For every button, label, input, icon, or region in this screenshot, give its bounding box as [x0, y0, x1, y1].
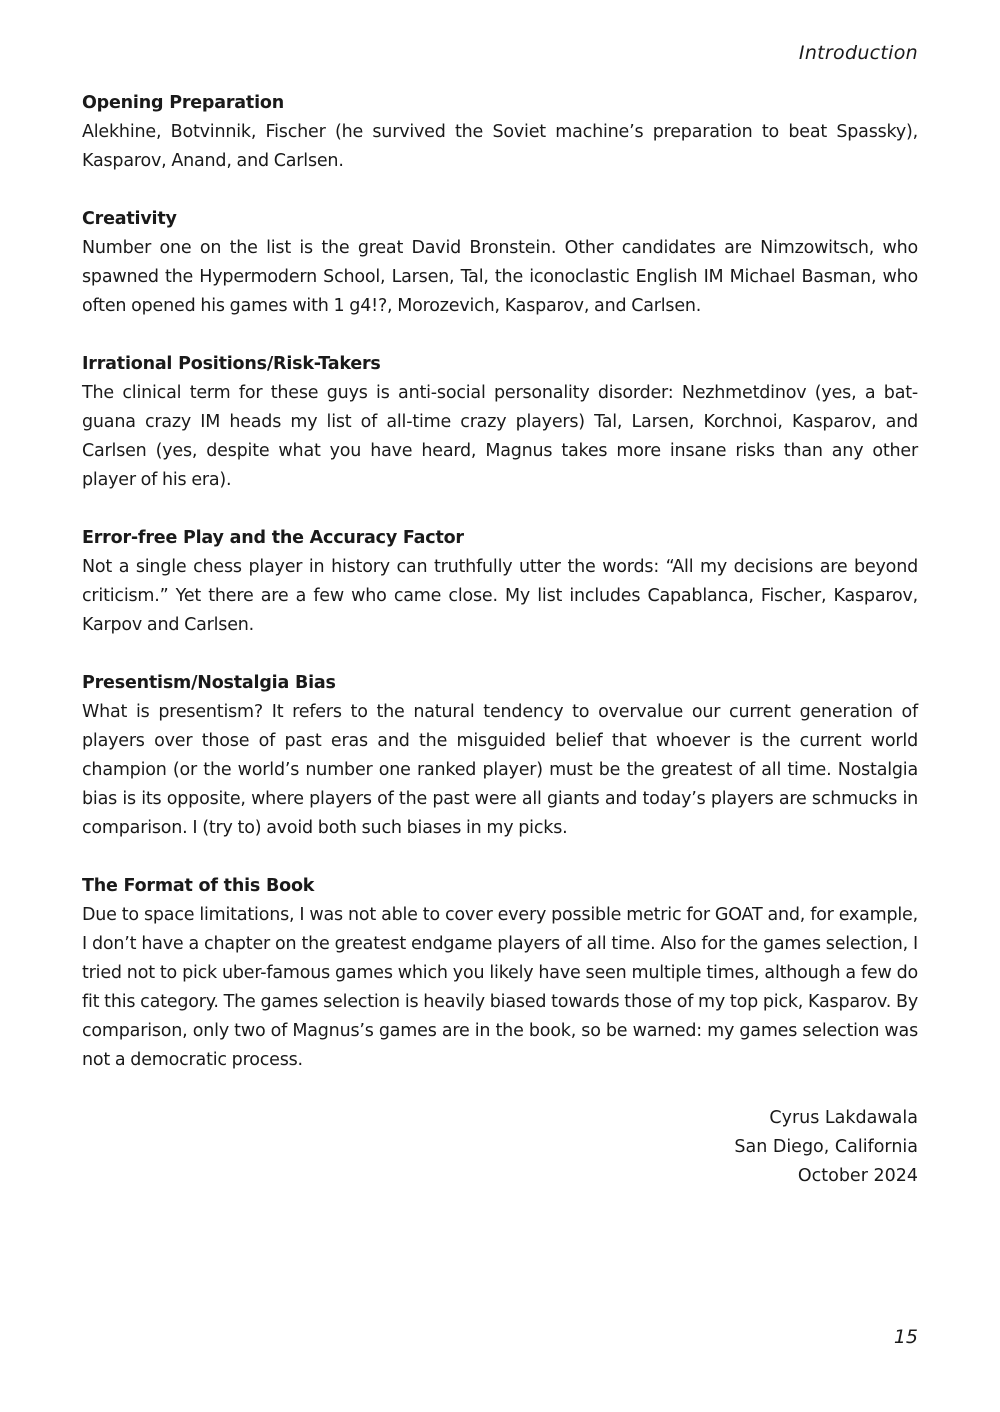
- section-error-free-play: [82, 524, 918, 640]
- section-body: The clinical term for these guys is anti-social personality disorder: Nezhmetdinov (yes, a bat-guana crazy IM heads my list of all-time crazy players) Tal, Larsen, Korchnoi, Kasparov, and Carlsen (yes, despite what you have heard, Magnus takes more insane risks than any other player of his era).: [82, 383, 918, 490]
- section-body: What is presentism? It refers to the natural tendency to overvalue our current generation of players over those of past eras and the misguided belief that whoever is the current world champion (or the world’s number one ranked player) must be the greatest of all time. Nostalgia bias is its opposite, where players of the past were all giants and today’s players are schmucks in comparison. I (try to) avoid both such biases in my picks.: [82, 702, 918, 838]
- section-heading: The Format of this Book: [82, 876, 315, 896]
- section-presentism: [82, 669, 918, 843]
- section-heading: Error-free Play and the Accuracy Factor: [82, 528, 464, 548]
- section-book-format: [82, 872, 918, 1075]
- author-name: Cyrus Lakdawala: [769, 1108, 918, 1128]
- running-head: Introduction: [798, 42, 918, 64]
- section-body: Not a single chess player in history can truthfully utter the words: “All my decisions are beyond criticism.” Yet there are a few who came close. My list includes Capablanca, Fischer, Kasparov, Karpov and Carlsen.: [82, 557, 918, 635]
- section-heading: Presentism/Nostalgia Bias: [82, 673, 336, 693]
- signature-block: [734, 1104, 918, 1191]
- section-heading: Irrational Positions/Risk-Takers: [82, 354, 381, 374]
- section-body: Due to space limitations, I was not able to cover every possible metric for GOAT and, for example, I don’t have a chapter on the greatest endgame players of all time. Also for the games selection, I tried not to pick uber-famous games which you likely have seen multiple times, although a few do fit this category. The games selection is heavily biased towards those of my top pick, Kasparov. By comparison, only two of Magnus’s games are in the book, so be warned: my games selection was not a democratic process.: [82, 905, 918, 1070]
- page-content: [82, 89, 918, 1104]
- section-creativity: [82, 205, 918, 321]
- section-heading: Opening Preparation: [82, 93, 284, 113]
- section-body: Number one on the list is the great David Bronstein. Other candidates are Nimzowitsch, who spawned the Hypermodern School, Larsen, Tal, the iconoclastic English IM Michael Basman, who often opened his games with 1 g4!?, Morozevich, Kasparov, and Carlsen.: [82, 238, 918, 316]
- author-location: San Diego, California: [734, 1137, 918, 1157]
- section-irrational-positions: [82, 350, 918, 495]
- signature-date: October 2024: [797, 1166, 918, 1186]
- section-heading: Creativity: [82, 209, 177, 229]
- section-opening-preparation: [82, 89, 918, 176]
- page-number: 15: [893, 1326, 918, 1348]
- section-body: Alekhine, Botvinnik, Fischer (he survived the Soviet machine’s preparation to beat Spassky), Kasparov, Anand, and Carlsen.: [82, 122, 918, 171]
